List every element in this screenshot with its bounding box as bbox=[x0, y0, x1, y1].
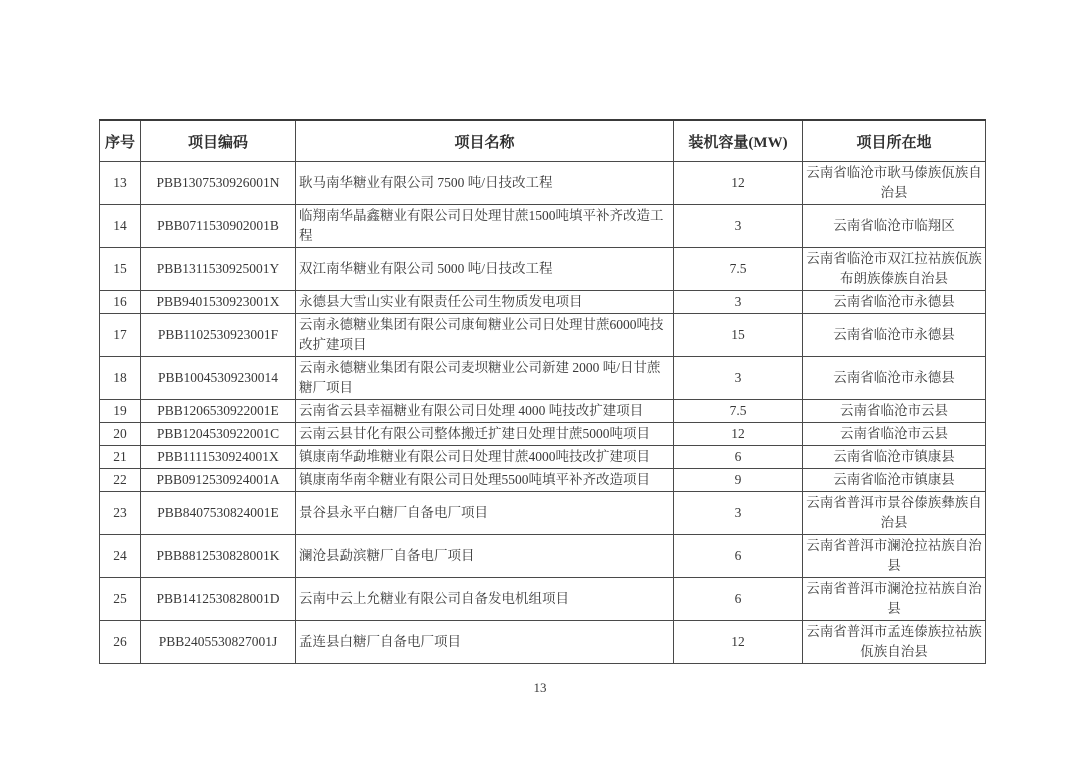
cell-location: 云南省临沧市云县 bbox=[803, 423, 986, 446]
cell-code: PBB8812530828001K bbox=[141, 535, 296, 578]
cell-name: 永德县大雪山实业有限责任公司生物质发电项目 bbox=[296, 291, 674, 314]
cell-sequence: 13 bbox=[100, 162, 141, 205]
cell-name: 云南云县甘化有限公司整体搬迁扩建日处理甘蔗5000吨项目 bbox=[296, 423, 674, 446]
cell-sequence: 20 bbox=[100, 423, 141, 446]
cell-name: 孟连县白糖厂自备电厂项目 bbox=[296, 621, 674, 664]
cell-capacity: 7.5 bbox=[674, 248, 803, 291]
cell-location: 云南省临沧市云县 bbox=[803, 400, 986, 423]
cell-code: PBB1111530924001X bbox=[141, 446, 296, 469]
table-row bbox=[100, 205, 986, 248]
table-row bbox=[100, 248, 986, 291]
cell-code: PBB2405530827001J bbox=[141, 621, 296, 664]
cell-capacity: 6 bbox=[674, 578, 803, 621]
col-header-seq: 序号 bbox=[100, 120, 141, 162]
table-row bbox=[100, 423, 986, 446]
cell-location: 云南省临沧市双江拉祜族佤族布朗族傣族自治县 bbox=[803, 248, 986, 291]
cell-sequence: 23 bbox=[100, 492, 141, 535]
cell-sequence: 18 bbox=[100, 357, 141, 400]
cell-name: 云南省云县幸福糖业有限公司日处理 4000 吨技改扩建项目 bbox=[296, 400, 674, 423]
cell-capacity: 12 bbox=[674, 423, 803, 446]
cell-code: PBB8407530824001E bbox=[141, 492, 296, 535]
cell-location: 云南省临沧市耿马傣族佤族自治县 bbox=[803, 162, 986, 205]
table-row bbox=[100, 162, 986, 205]
cell-sequence: 17 bbox=[100, 314, 141, 357]
cell-capacity: 3 bbox=[674, 205, 803, 248]
cell-location: 云南省普洱市孟连傣族拉祜族佤族自治县 bbox=[803, 621, 986, 664]
cell-name: 镇康南华勐堆糖业有限公司日处理甘蔗4000吨技改扩建项目 bbox=[296, 446, 674, 469]
cell-name: 云南永德糖业集团有限公司麦坝糖业公司新建 2000 吨/日甘蔗糖厂项目 bbox=[296, 357, 674, 400]
cell-code: PBB1206530922001E bbox=[141, 400, 296, 423]
cell-location: 云南省临沧市永德县 bbox=[803, 291, 986, 314]
table-row bbox=[100, 535, 986, 578]
cell-name: 耿马南华糖业有限公司 7500 吨/日技改工程 bbox=[296, 162, 674, 205]
cell-name: 云南中云上允糖业有限公司自备发电机组项目 bbox=[296, 578, 674, 621]
cell-sequence: 22 bbox=[100, 469, 141, 492]
cell-capacity: 9 bbox=[674, 469, 803, 492]
cell-location: 云南省临沧市永德县 bbox=[803, 357, 986, 400]
cell-code: PBB1204530922001C bbox=[141, 423, 296, 446]
cell-code: PBB0711530902001B bbox=[141, 205, 296, 248]
table-row bbox=[100, 469, 986, 492]
col-header-location: 项目所在地 bbox=[803, 120, 986, 162]
cell-name: 双江南华糖业有限公司 5000 吨/日技改工程 bbox=[296, 248, 674, 291]
cell-name: 镇康南华南伞糖业有限公司日处理5500吨填平补齐改造项目 bbox=[296, 469, 674, 492]
cell-sequence: 25 bbox=[100, 578, 141, 621]
cell-capacity: 3 bbox=[674, 291, 803, 314]
table-row bbox=[100, 492, 986, 535]
cell-code: PBB0912530924001A bbox=[141, 469, 296, 492]
cell-capacity: 12 bbox=[674, 162, 803, 205]
cell-sequence: 15 bbox=[100, 248, 141, 291]
table-row bbox=[100, 314, 986, 357]
cell-code: PBB1311530925001Y bbox=[141, 248, 296, 291]
cell-name: 临翔南华晶鑫糖业有限公司日处理甘蔗1500吨填平补齐改造工程 bbox=[296, 205, 674, 248]
cell-capacity: 7.5 bbox=[674, 400, 803, 423]
table-row bbox=[100, 400, 986, 423]
cell-sequence: 14 bbox=[100, 205, 141, 248]
cell-code: PBB1307530926001N bbox=[141, 162, 296, 205]
cell-sequence: 21 bbox=[100, 446, 141, 469]
col-header-name: 项目名称 bbox=[296, 120, 674, 162]
cell-capacity: 6 bbox=[674, 446, 803, 469]
cell-capacity: 3 bbox=[674, 492, 803, 535]
cell-sequence: 26 bbox=[100, 621, 141, 664]
cell-code: PBB10045309230014 bbox=[141, 357, 296, 400]
header-row bbox=[100, 120, 986, 162]
cell-name: 景谷县永平白糖厂自备电厂项目 bbox=[296, 492, 674, 535]
cell-capacity: 6 bbox=[674, 535, 803, 578]
cell-name: 云南永德糖业集团有限公司康甸糖业公司日处理甘蔗6000吨技改扩建项目 bbox=[296, 314, 674, 357]
cell-location: 云南省临沧市镇康县 bbox=[803, 446, 986, 469]
cell-capacity: 3 bbox=[674, 357, 803, 400]
projects-table bbox=[99, 119, 986, 664]
cell-code: PBB1102530923001F bbox=[141, 314, 296, 357]
table-body bbox=[100, 162, 986, 664]
page-number: 13 bbox=[533, 680, 547, 695]
cell-code: PBB9401530923001X bbox=[141, 291, 296, 314]
table-row bbox=[100, 578, 986, 621]
cell-sequence: 19 bbox=[100, 400, 141, 423]
col-header-code: 项目编码 bbox=[141, 120, 296, 162]
table-row bbox=[100, 446, 986, 469]
table-row bbox=[100, 621, 986, 664]
cell-capacity: 15 bbox=[674, 314, 803, 357]
cell-location: 云南省普洱市澜沧拉祜族自治县 bbox=[803, 578, 986, 621]
cell-capacity: 12 bbox=[674, 621, 803, 664]
cell-location: 云南省临沧市镇康县 bbox=[803, 469, 986, 492]
cell-sequence: 24 bbox=[100, 535, 141, 578]
cell-code: PBB1412530828001D bbox=[141, 578, 296, 621]
cell-location: 云南省普洱市澜沧拉祜族自治县 bbox=[803, 535, 986, 578]
table-row bbox=[100, 357, 986, 400]
col-header-capacity: 装机容量(MW) bbox=[674, 120, 803, 162]
cell-location: 云南省普洱市景谷傣族彝族自治县 bbox=[803, 492, 986, 535]
cell-location: 云南省临沧市临翔区 bbox=[803, 205, 986, 248]
cell-sequence: 16 bbox=[100, 291, 141, 314]
cell-name: 澜沧县勐滨糖厂自备电厂项目 bbox=[296, 535, 674, 578]
cell-location: 云南省临沧市永德县 bbox=[803, 314, 986, 357]
table-row bbox=[100, 291, 986, 314]
